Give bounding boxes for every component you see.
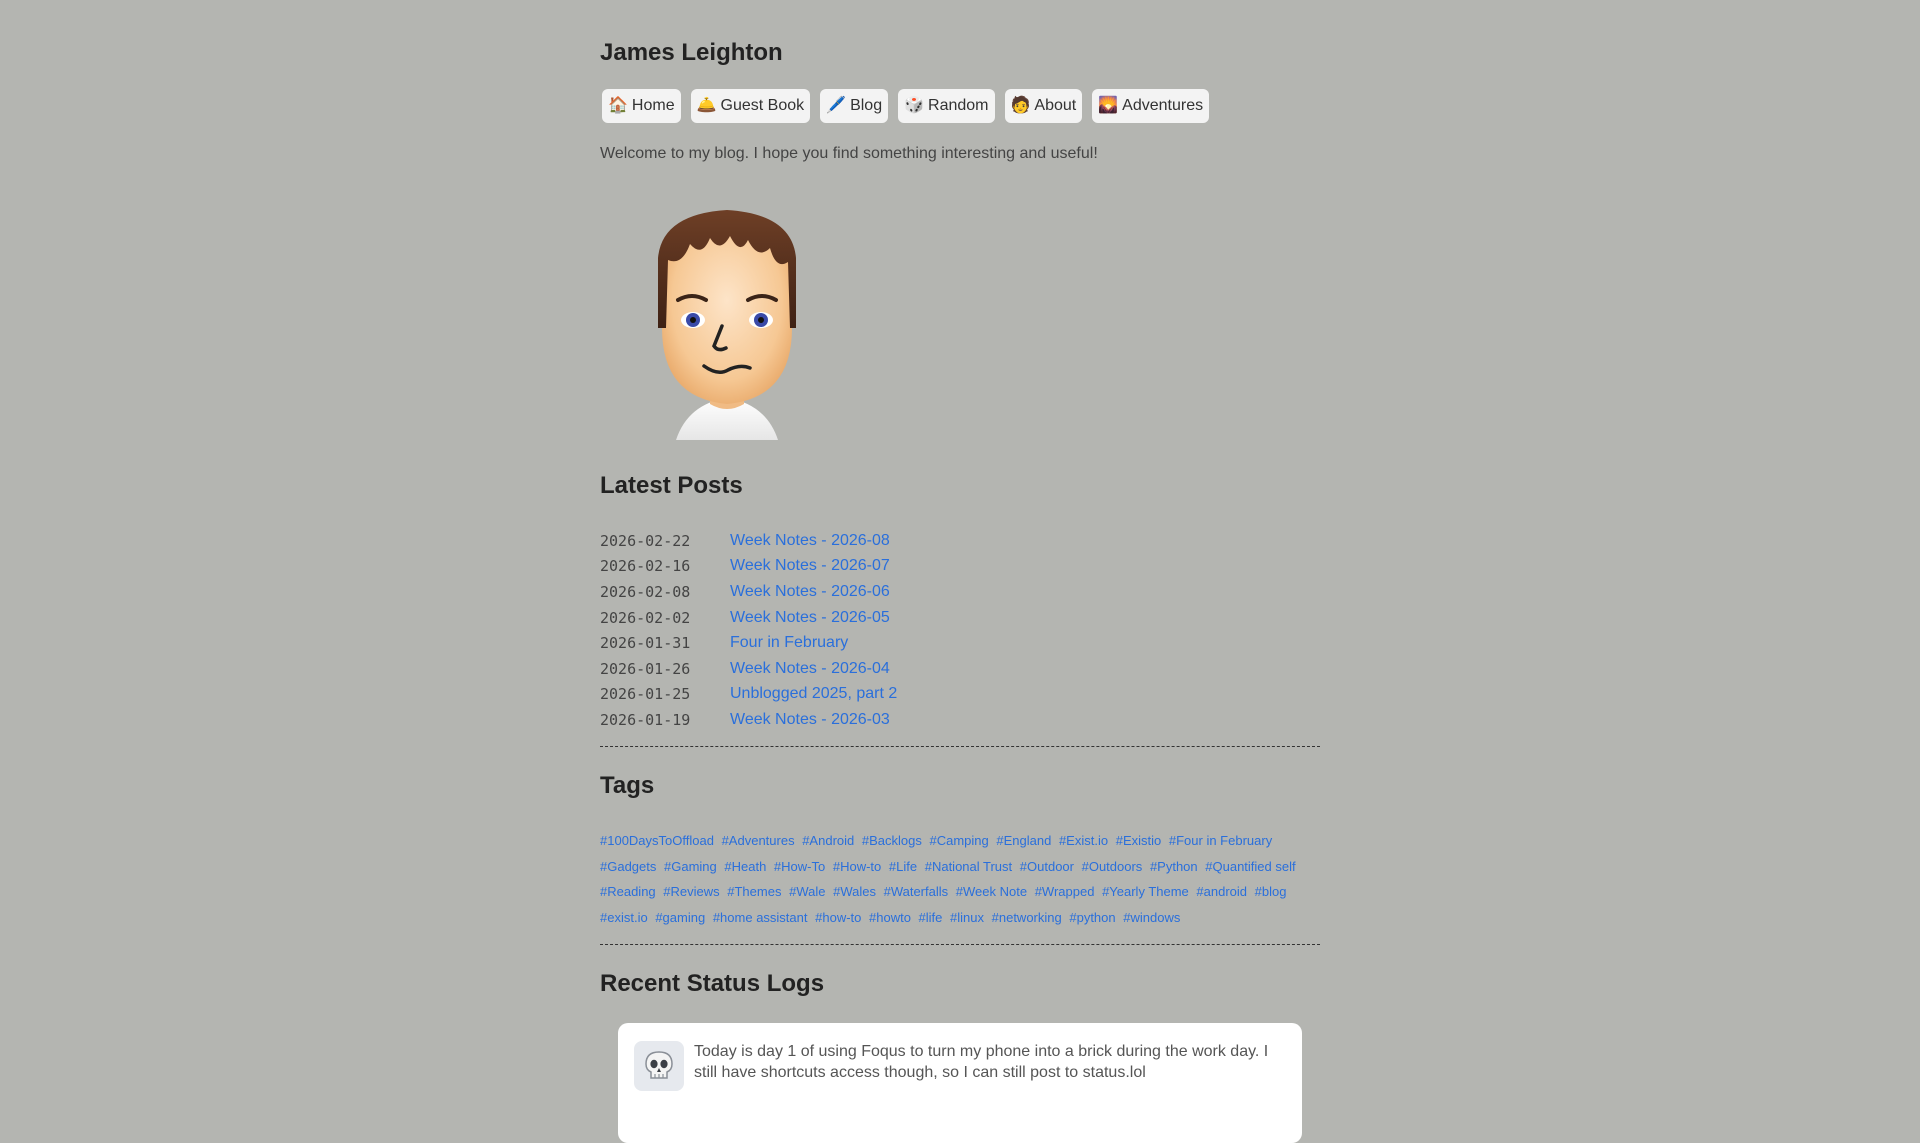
tag-link[interactable]: #Existio [1115,833,1162,848]
post-row [600,630,1320,656]
post-date: 2026-02-02 [600,608,691,627]
tag-link[interactable]: #Outdoor [1019,858,1074,874]
tag-link[interactable]: #Adventures [721,833,795,848]
post-row [600,656,1320,682]
post-link[interactable]: Week Notes - 2026-04 [730,659,890,677]
post-link[interactable]: Week Notes - 2026-08 [730,531,890,549]
tag-link[interactable]: #Outdoors [1081,858,1143,874]
tag-link[interactable]: #Backlogs [861,833,922,848]
nav-home-button[interactable] [602,89,681,123]
post-row [600,528,1320,554]
tag-link[interactable]: #linux [950,909,984,925]
tag-link[interactable]: #Gadgets [600,858,657,874]
nav-blog-label: Blog [850,97,883,114]
nav-about-label: About [1034,97,1077,114]
tag-link[interactable]: #Themes [727,884,782,899]
tag-link[interactable]: #Week Note [955,884,1028,899]
tag-link[interactable]: #Android [802,833,855,848]
tag-link[interactable]: #how-to [815,909,862,925]
nav-home-label: Home [631,97,675,114]
post-row [600,605,1320,631]
tag-link[interactable]: #Wrapped [1034,884,1095,899]
tag-link[interactable]: #android [1196,884,1248,899]
tag-link[interactable]: #blog [1254,884,1287,899]
post-link[interactable]: Four in February [730,634,849,652]
tag-link[interactable]: #Gaming [664,858,717,874]
tag-link[interactable]: #Exist.io [1058,833,1109,848]
sunrise-mountains-icon: 🌄 [1098,97,1119,114]
tag-link[interactable]: #Wale [789,884,826,899]
nav-random-button[interactable] [898,89,994,123]
section-divider [600,944,1320,945]
nav-guestbook-button[interactable] [691,89,811,123]
post-date: 2026-01-26 [600,659,691,678]
post-link[interactable]: Week Notes - 2026-03 [730,710,890,728]
tag-link[interactable]: #networking [991,909,1062,925]
section-divider [600,746,1320,747]
tag-link[interactable]: #National Trust [924,858,1013,874]
tag-link[interactable]: #life [918,909,943,925]
tag-link[interactable]: #Camping [929,833,989,848]
nav-random-label: Random [928,97,989,114]
tag-link[interactable]: #Reading [600,884,656,899]
post-date: 2026-02-08 [600,582,691,601]
tags-list [600,828,1320,930]
pen-icon: 🖊️ [826,97,847,114]
post-row [600,707,1320,733]
tag-link[interactable]: #Quantified self [1205,858,1296,874]
tag-link[interactable]: #Wales [833,884,876,899]
latest-posts-heading: Latest Posts [600,472,743,499]
nav-guestbook-label: Guest Book [720,97,805,114]
nav-adventures-label: Adventures [1122,97,1204,114]
tag-link[interactable]: #How-to [832,858,882,874]
post-row [600,579,1320,605]
status-card [618,1023,1302,1143]
post-link[interactable]: Week Notes - 2026-06 [730,582,890,600]
tag-link[interactable]: #Four in February [1168,833,1273,848]
nav-adventures-button[interactable] [1092,89,1209,123]
post-date: 2026-02-16 [600,557,691,576]
dice-icon: 🎲 [904,97,925,114]
tag-link[interactable]: #windows [1123,909,1181,925]
tag-link[interactable]: #Yearly Theme [1102,884,1189,899]
nav-about-button[interactable] [1005,89,1083,123]
tags-heading: Tags [600,772,655,799]
avatar [648,208,806,440]
post-link[interactable]: Week Notes - 2026-07 [730,557,890,575]
tag-link[interactable]: #England [996,833,1052,848]
status-logs-heading: Recent Status Logs [600,970,825,997]
tag-link[interactable]: #100DaysToOffload [600,833,714,848]
welcome-text: Welcome to my blog. I hope you find something interesting and useful! [600,145,1098,162]
main-nav [602,89,1209,123]
site-title[interactable]: James Leighton [600,39,783,66]
tag-link[interactable]: #home assistant [712,909,808,925]
house-icon: 🏠 [608,97,628,114]
post-date: 2026-01-25 [600,685,691,704]
post-date: 2026-01-31 [600,634,691,653]
tag-link[interactable]: #python [1069,909,1116,925]
tag-link[interactable]: #Life [888,858,918,874]
tag-link[interactable]: #Heath [724,858,767,874]
post-row [600,554,1320,580]
tag-link[interactable]: #Waterfalls [883,884,949,899]
post-link[interactable]: Week Notes - 2026-05 [730,608,890,626]
tag-link[interactable]: #gaming [655,909,706,925]
status-text: Today is day 1 of using Foqus to turn my phone into a brick during the work day. I still have shortcuts access though, so I can still post to status.lol [694,1043,1269,1081]
tag-link[interactable]: #howto [869,909,911,925]
post-link[interactable]: Unblogged 2025, part 2 [730,685,898,703]
tag-link[interactable]: #exist.io [600,909,648,925]
post-row [600,682,1320,708]
tag-link[interactable]: #How-To [773,858,826,874]
post-date: 2026-01-19 [600,710,691,729]
skull-icon [634,1041,684,1091]
latest-posts-list [600,528,1320,733]
nav-blog-button[interactable] [820,89,888,123]
bell-icon: 🛎️ [696,97,717,114]
post-date: 2026-02-22 [600,531,691,550]
tag-link[interactable]: #Reviews [663,884,720,899]
tag-link[interactable]: #Python [1149,858,1198,874]
person-icon: 🧑 [1010,97,1031,114]
